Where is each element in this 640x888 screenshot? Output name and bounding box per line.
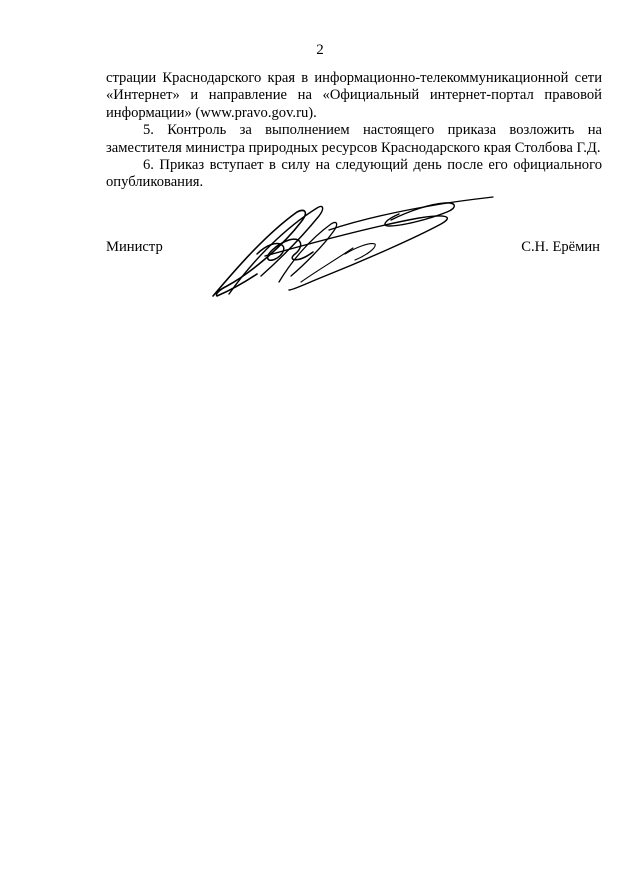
paragraph-item-5: 5. Контроль за выполнением настоящего приказа возложить на заместителя министра природных ресурсов Краснодарского края Столбова Г.Д. (106, 122, 602, 156)
page-number: 2 (316, 42, 324, 58)
document-body (106, 70, 602, 192)
signatory-name: С.Н. Ерёмин (521, 239, 600, 255)
paragraph-continuation: страции Краснодарского края в информационно-телекоммуникационной сети «Интернет» и направление на «Официальный интернет-портал правовой информации» (www.pravo.gov.ru). (106, 70, 602, 121)
signatory-title: Министр (106, 239, 163, 255)
handwritten-signature (205, 190, 495, 302)
paragraph-item-6: 6. Приказ вступает в силу на следующий день после его официального опубликования. (106, 157, 602, 191)
